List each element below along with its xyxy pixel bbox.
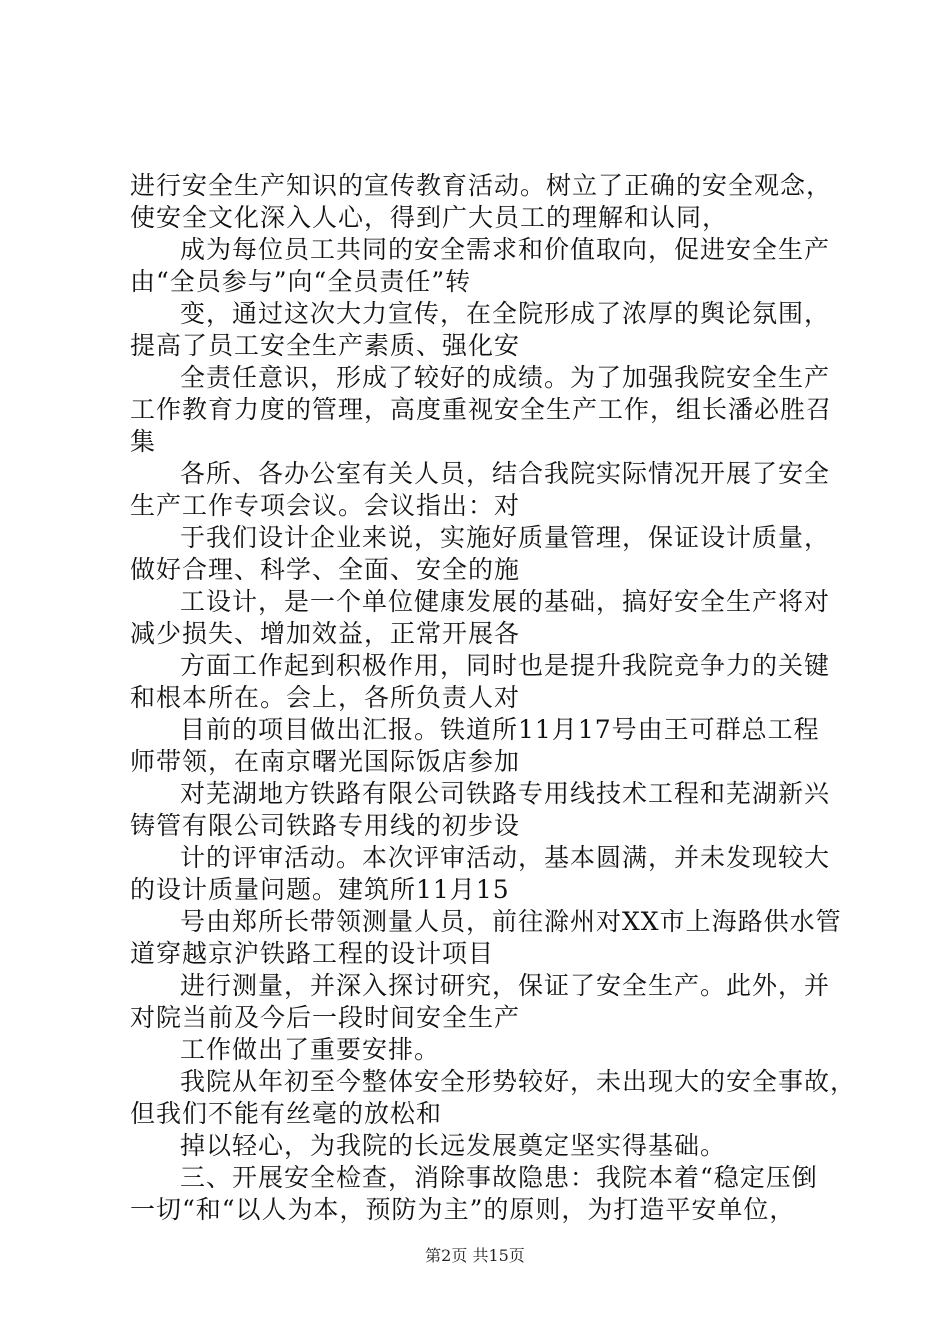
page-footer: 第2页 共15页 <box>425 1246 525 1265</box>
text-line: 成为每位员工共同的安全需求和价值取向，促进安全生产 <box>180 235 831 264</box>
text-line: 方面工作起到积极作用，同时也是提升我院竞争力的关键 <box>180 651 831 680</box>
text-line: 对芜湖地方铁路有限公司铁路专用线技术工程和芜湖新兴 <box>180 779 831 808</box>
text-line: 集 <box>130 427 157 456</box>
text-line: 变，通过这次大力宣传，在全院形成了浓厚的舆论氛围， <box>180 299 831 328</box>
text-line: 铸管有限公司铁路专用线的初步设 <box>130 811 521 840</box>
text-line: 我院从年初至今整体安全形势较好，未出现大的安全事故， <box>180 1067 857 1096</box>
text-line: 各所、各办公室有关人员，结合我院实际情况开展了安全 <box>180 459 831 488</box>
text-line: 进行安全生产知识的宣传教育活动。树立了正确的安全观念， <box>130 171 833 200</box>
text-line: 和根本所在。会上，各所负责人对 <box>130 683 521 712</box>
text-line: 由“全员参与”向“全员责任”转 <box>130 267 472 296</box>
text-line: 工设计，是一个单位健康发展的基础，搞好安全生产将对 <box>180 587 831 616</box>
text-line: 掉以轻心，为我院的长远发展奠定坚实得基础。 <box>180 1131 727 1160</box>
text-line: 工作教育力度的管理，高度重视安全生产工作，组长潘必胜召 <box>130 395 833 424</box>
text-line: 一切“和“以人为本，预防为主”的原则，为打造平安单位， <box>130 1195 796 1224</box>
text-line: 于我们设计企业来说，实施好质量管理，保证设计质量， <box>180 523 831 552</box>
text-line: 目前的项目做出汇报。铁道所11月17号由王可群总工程 <box>180 715 820 744</box>
body-text <box>130 170 857 1226</box>
text-line: 道穿越京沪铁路工程的设计项目 <box>130 939 495 968</box>
text-line: 减少损失、增加效益，正常开展各 <box>130 619 521 648</box>
text-line: 计的评审活动。本次评审活动，基本圆满，并未发现较大 <box>180 843 831 872</box>
text-line: 进行测量，并深入探讨研究，保证了安全生产。此外，并 <box>180 971 831 1000</box>
text-line: 使安全文化深入人心，得到广大员工的理解和认同， <box>130 203 729 232</box>
text-line: 号由郑所长带领测量人员，前往滁州对XX市上海路供水管 <box>180 907 842 936</box>
text-line: 师带领，在南京曙光国际饭店参加 <box>130 747 521 776</box>
text-line: 全责任意识，形成了较好的成绩。为了加强我院安全生产 <box>180 363 831 392</box>
text-line: 工作做出了重要安排。 <box>180 1035 441 1064</box>
document-body <box>130 170 857 1226</box>
text-line: 做好合理、科学、全面、安全的施 <box>130 555 521 584</box>
text-line: 生产工作专项会议。会议指出：对 <box>130 491 521 520</box>
text-line: 三、开展安全检查，消除事故隐患：我院本着“稳定压倒 <box>180 1163 818 1192</box>
text-line: 但我们不能有丝毫的放松和 <box>130 1099 443 1128</box>
text-line: 对院当前及今后一段时间安全生产 <box>130 1003 521 1032</box>
text-line: 提高了员工安全生产素质、强化安 <box>130 331 521 360</box>
text-line: 的设计质量问题。建筑所11月15 <box>130 875 510 904</box>
